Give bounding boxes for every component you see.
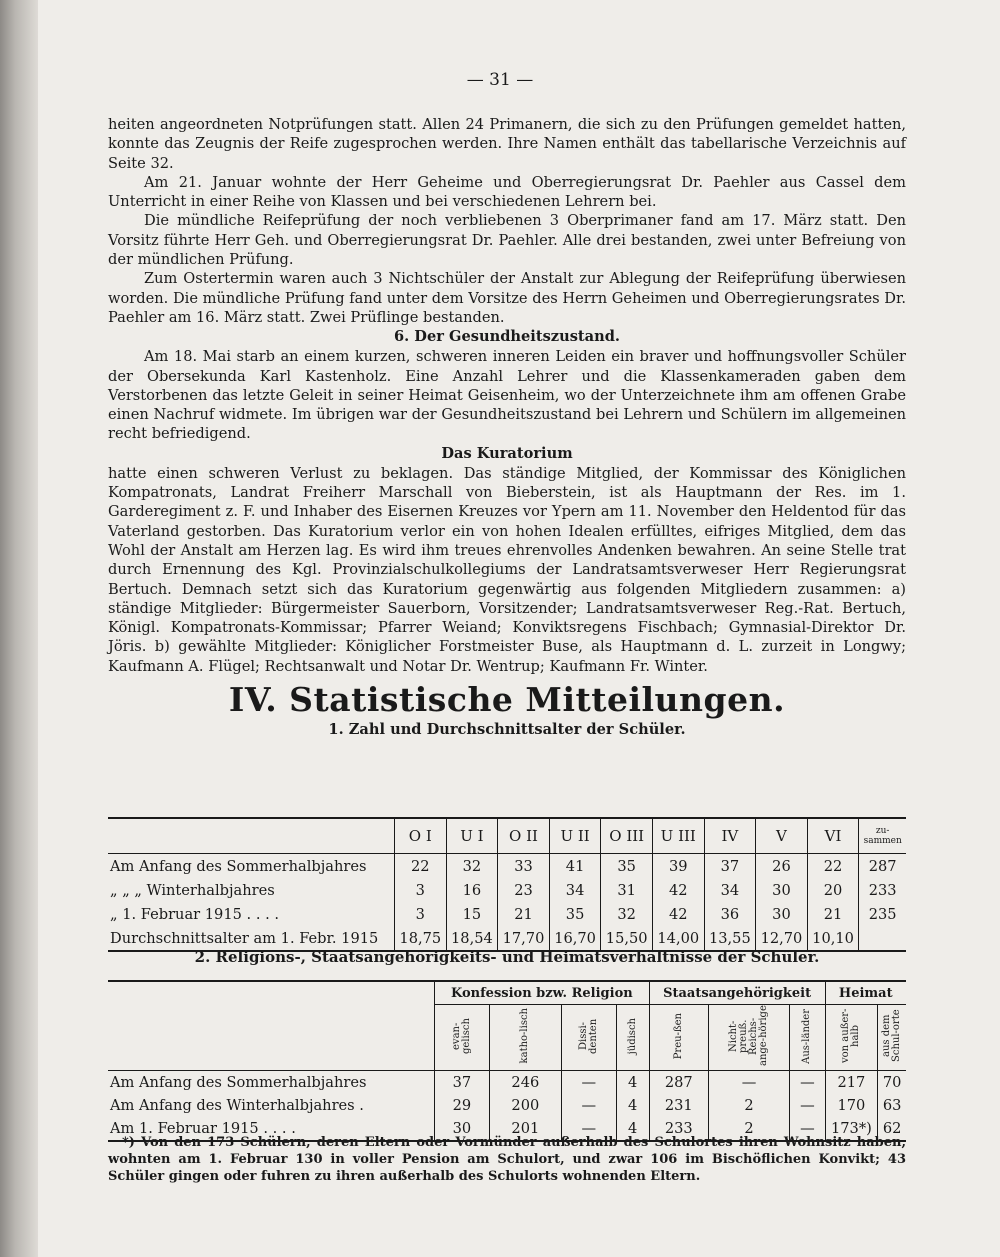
col-header-text: von außer-halb (840, 1008, 862, 1064)
cell: 14,00 (652, 926, 704, 951)
cell: 21 (498, 902, 550, 926)
cell: 35 (549, 902, 601, 926)
row-label: Am Anfang des Sommerhalbjahres (110, 1074, 367, 1091)
col-header: U II (549, 818, 601, 854)
students-count-table (108, 817, 906, 952)
col-header: O II (498, 818, 550, 854)
cell: 42 (652, 902, 704, 926)
footnote (108, 1134, 906, 1185)
col-header-text: aus dem Schul-orte (881, 1009, 903, 1063)
cell: 233 (859, 878, 906, 902)
cell: 39 (652, 854, 704, 879)
col-header (561, 1005, 616, 1071)
cell: — (561, 1071, 616, 1095)
paragraph-4: Zum Ostertermin waren auch 3 Nichtschüler der Anstalt zur Ablegung der Reifeprüfung überwiesen worden. Die mündliche Prüfung fand unter dem Vorsitze des Herrn Geheimen und Oberregierungsrates Dr. Paehler am 16. März statt. Zwei Prüflinge bestanden. (108, 270, 906, 326)
footnote-text: *) Von den 173 Schülern, deren Eltern oder Vormünder außerhalb des Schulortes ihren Wohnsitz haben, wohnten am 1. Februar 130 in voller Pension am Schulort, und zwar 106 im Bischöflichen Konvikt; 43 Schüler gingen oder fuhren zu ihren außerhalb des Schulorts wohnenden Eltern. (108, 1135, 906, 1184)
paragraph-3: Die mündliche Reifeprüfung der noch verbliebenen 3 Oberprimaner fand am 17. März statt. Den Vorsitz führte Herr Geh. und Oberregierungsrat Dr. Paehler. Alle drei bestanden, zwei unter Befreiung von der mündlichen Prüfung. (108, 212, 906, 269)
cell: 15 (446, 902, 498, 926)
table-row (108, 878, 906, 902)
cell: 4 (616, 1071, 649, 1095)
cell: — (561, 1094, 616, 1117)
cell: — (708, 1071, 789, 1095)
cell: 21 (807, 902, 859, 926)
group-header-staat: Staatsangehörigkeit (649, 981, 825, 1005)
col-header (616, 1005, 649, 1071)
cell: 26 (756, 854, 808, 879)
cell: 36 (704, 902, 756, 926)
cell: 30 (756, 878, 808, 902)
row-label: „ „ „ Winterhalbjahres (110, 881, 275, 899)
table-row (108, 902, 906, 926)
col-header-total (859, 818, 906, 854)
col-header (649, 1005, 708, 1071)
cell: 173*) (825, 1117, 878, 1141)
col-header-text: Aus-länder (801, 1008, 813, 1064)
cell: 10,10 (807, 926, 859, 951)
cell: 233 (649, 1117, 708, 1141)
cell: 4 (616, 1117, 649, 1141)
col-header: IV (704, 818, 756, 854)
chapter-heading: IV. Statistische Mitteilungen. (228, 680, 786, 720)
cell: 63 (878, 1094, 906, 1117)
cell: 23 (498, 878, 550, 902)
col-header-text: Preu-ßen (672, 1012, 684, 1060)
body-text (108, 115, 906, 740)
cell: 33 (498, 854, 550, 879)
religion-nationality-table (108, 980, 906, 1142)
cell: 37 (704, 854, 756, 879)
col-header (489, 1005, 561, 1071)
total-label-top: zu- (875, 826, 890, 836)
cell: 22 (807, 854, 859, 879)
cell: 4 (616, 1094, 649, 1117)
col-header-text: jüdisch (626, 1017, 638, 1055)
page-number: — 31 — (466, 70, 534, 90)
cell: 231 (649, 1094, 708, 1117)
row-label: „ 1. Februar 1915 . . . . (110, 905, 280, 923)
table-group-header-row (108, 981, 906, 1005)
cell: 37 (435, 1071, 490, 1095)
cell: 34 (549, 878, 601, 902)
cell: 287 (649, 1071, 708, 1095)
table-header-row (108, 818, 906, 854)
cell: 32 (446, 854, 498, 879)
row-label: Am 1. Februar 1915 . . . . (108, 1117, 435, 1141)
section-6-heading: 6. Der Gesundheitszustand. (393, 328, 621, 346)
cell: 20 (807, 878, 859, 902)
cell: 200 (489, 1094, 561, 1117)
paragraph-2: Am 21. Januar wohnte der Herr Geheime und Oberregierungsrat Dr. Paehler aus Cassel dem Unterricht in einer Reihe von Klassen und bei verschiedenen Lehrern bei. (108, 173, 906, 211)
table-row (108, 1071, 906, 1095)
cell: 287 (859, 854, 906, 879)
cell: 3 (395, 878, 447, 902)
cell: 30 (756, 902, 808, 926)
kuratorium-paragraph: hatte einen schweren Verlust zu beklagen. Das ständige Mitglied, der Kommissar des Königlichen Kompatronats, Landrat Freiherr Marschall von Bieberstein, ist als Hauptmann der Res. im 1. Garderegiment z. F. und Inhaber des Eisernen Kreuzes vor Ypern am 11. November den Heldentod für das Vaterland gestorben. Das Kuratorium verlor ein von hohen Idealen erfülltes, eifriges Mitglied, dem das Wohl der Anstalt am Herzen lag. Es wird ihm treues ehrenvolles Andenken bewahren. An seine Stelle trat durch Ernennung des Kgl. Provinzialschulkollegiums der Landratsamtsverweser Herr Regierungsrat Bertuch. Demnach setzt sich das Kuratorium gegenwärtig aus folgenden Mitgliedern zusammen: a) ständige Mitglieder: Bürgermeister Sauerborn, Vorsitzender; Landratsamtsverweser Reg.-Rat. Bertuch, Königl. Kompatronats-Kommissar; Pfarrer Weiand; Konviktsregens Fischbach; Gymnasial-Direktor Dr. Jöris. b) gewählte Mitglieder: Königlicher Forstmeister Buse, als Hauptmann d. L. zurzeit in Longwy; Kaufmann A. Flügel; Rechtsanwalt und Notar Dr. Wentrup; Kaufmann Fr. Winter. (108, 464, 906, 675)
col-header-text: Nicht-preuß. Reichs-ange-hörige (728, 1005, 770, 1067)
cell: — (790, 1117, 825, 1141)
col-header-text: evan-gelisch (450, 1018, 472, 1054)
cell: 12,70 (756, 926, 808, 951)
cell: 16,70 (549, 926, 601, 951)
total-label-bottom: sammen (863, 836, 902, 846)
col-header: O I (395, 818, 447, 854)
row-label: Durchschnittsalter am 1. Febr. 1915 (108, 926, 395, 951)
kuratorium-heading: Das Kuratorium (441, 444, 573, 462)
cell: 2 (708, 1094, 789, 1117)
col-header (790, 1005, 825, 1071)
cell: 30 (435, 1117, 490, 1141)
row-label: Am Anfang des Sommerhalbjahres (110, 857, 367, 875)
group-header-konfession: Konfession bzw. Religion (435, 981, 650, 1005)
col-header: U III (652, 818, 704, 854)
cell: 235 (859, 902, 906, 926)
col-header: U I (446, 818, 498, 854)
col-header (708, 1005, 789, 1071)
col-header-text: Dissi-denten (577, 1018, 599, 1054)
cell: 29 (435, 1094, 490, 1117)
col-header (825, 1005, 878, 1071)
cell: 170 (825, 1094, 878, 1117)
cell: 2 (708, 1117, 789, 1141)
table-row (108, 1094, 906, 1117)
cell: 18,54 (446, 926, 498, 951)
col-header (878, 1005, 906, 1071)
cell: — (790, 1071, 825, 1095)
table-2-title: 2. Religions-, Staatsangehörigkeits- und Heimatsverhältnisse der Schüler. (194, 948, 820, 966)
cell: 42 (652, 878, 704, 902)
col-header-text: katho-lisch (519, 1008, 531, 1064)
cell: 70 (878, 1071, 906, 1095)
col-header: V (756, 818, 808, 854)
cell: 15,50 (601, 926, 653, 951)
row-label: Am Anfang des Winterhalbjahres . (110, 1097, 364, 1114)
cell: 17,70 (498, 926, 550, 951)
cell: — (790, 1094, 825, 1117)
col-header: O III (601, 818, 653, 854)
cell: 35 (601, 854, 653, 879)
table-1-title: 1. Zahl und Durchschnittsalter der Schüler. (328, 721, 686, 739)
cell: 217 (825, 1071, 878, 1095)
cell: 13,55 (704, 926, 756, 951)
cell: 22 (395, 854, 447, 879)
cell: 32 (601, 902, 653, 926)
cell: 62 (878, 1117, 906, 1141)
book-spine-shadow (0, 0, 38, 1257)
paragraph-1: heiten angeordneten Notprüfungen statt. Allen 24 Primanern, die sich zu den Prüfungen gemeldet hatten, konnte das Zeugnis der Reife zugesprochen werden. Ihre Namen enthält das tabellarische Verzeichnis auf Seite 32. (108, 116, 906, 172)
cell: 201 (489, 1117, 561, 1141)
cell: — (561, 1117, 616, 1141)
cell: 31 (601, 878, 653, 902)
table-header-blank (108, 818, 395, 854)
cell: 3 (395, 902, 447, 926)
cell: 18,75 (395, 926, 447, 951)
cell: 246 (489, 1071, 561, 1095)
cell: 16 (446, 878, 498, 902)
table-row (108, 854, 906, 879)
table-header-blank (108, 981, 435, 1071)
cell: 34 (704, 878, 756, 902)
cell: 41 (549, 854, 601, 879)
col-header: VI (807, 818, 859, 854)
section-6-paragraph: Am 18. Mai starb an einem kurzen, schweren inneren Leiden ein braver und hoffnungsvoller Schüler der Obersekunda Karl Kastenholz. Eine Anzahl Lehrer und die Klassenkameraden gaben dem Verstorbenen das letzte Geleit in seiner Heimat Geisenheim, wo der Unterzeichnete ihm am offenen Grabe einen Nachruf widmete. Im übrigen war der Gesundheitszustand bei Lehrern und Schülern im allgemeinen recht befriedigend. (108, 348, 906, 443)
col-header (435, 1005, 490, 1071)
group-header-heimat: Heimat (825, 981, 906, 1005)
